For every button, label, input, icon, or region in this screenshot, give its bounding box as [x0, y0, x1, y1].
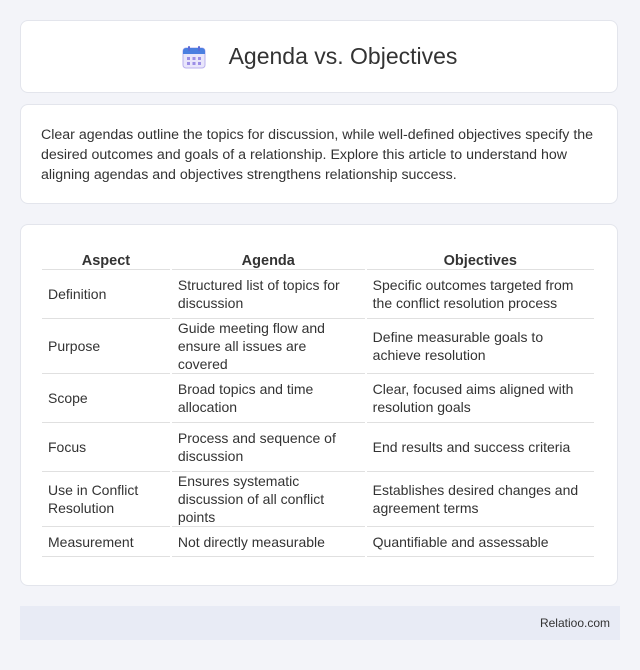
- table-row: [42, 374, 594, 423]
- footer: [20, 606, 620, 640]
- cell-aspect: Scope: [42, 374, 170, 423]
- table-row: [42, 423, 594, 472]
- table-row: [42, 319, 594, 374]
- cell-objectives: Specific outcomes targeted from the conflict resolution process: [367, 270, 594, 319]
- cell-aspect: Definition: [42, 270, 170, 319]
- cell-objectives: End results and success criteria: [367, 423, 594, 472]
- table-row: [42, 527, 594, 557]
- calendar-icon: [181, 44, 207, 70]
- cell-aspect: Measurement: [42, 527, 170, 557]
- header-aspect: Aspect: [42, 245, 170, 270]
- header-objectives: Objectives: [367, 245, 594, 270]
- comparison-table: [40, 245, 596, 557]
- cell-objectives: Establishes desired changes and agreement terms: [367, 472, 594, 527]
- cell-aspect: Purpose: [42, 319, 170, 374]
- cell-objectives: Quantifiable and assessable: [367, 527, 594, 557]
- table-header-row: [42, 245, 594, 270]
- intro-text: Clear agendas outline the topics for discussion, while well-defined objectives specify the desired outcomes and goals of a relationship. Explore this article to understand how aligning agendas and objectives strengthens relationship success.: [41, 127, 594, 183]
- footer-brand: Relatioo.com: [539, 616, 610, 630]
- title-card: [20, 20, 618, 93]
- cell-agenda: Broad topics and time allocation: [172, 374, 365, 423]
- cell-agenda: Ensures systematic discussion of all conflict points: [172, 472, 365, 527]
- cell-agenda: Guide meeting flow and ensure all issues are covered: [172, 319, 365, 374]
- intro-card: [20, 104, 618, 204]
- cell-agenda: Process and sequence of discussion: [172, 423, 365, 472]
- table-card: [20, 224, 618, 586]
- cell-aspect: Focus: [42, 423, 170, 472]
- header-agenda: Agenda: [172, 245, 365, 270]
- cell-objectives: Define measurable goals to achieve resolution: [367, 319, 594, 374]
- cell-agenda: Not directly measurable: [172, 527, 365, 557]
- page-title: Agenda vs. Objectives: [228, 43, 458, 69]
- cell-objectives: Clear, focused aims aligned with resolution goals: [367, 374, 594, 423]
- cell-aspect: Use in Conflict Resolution: [42, 472, 170, 527]
- table-row: [42, 270, 594, 319]
- cell-agenda: Structured list of topics for discussion: [172, 270, 365, 319]
- table-row: [42, 472, 594, 527]
